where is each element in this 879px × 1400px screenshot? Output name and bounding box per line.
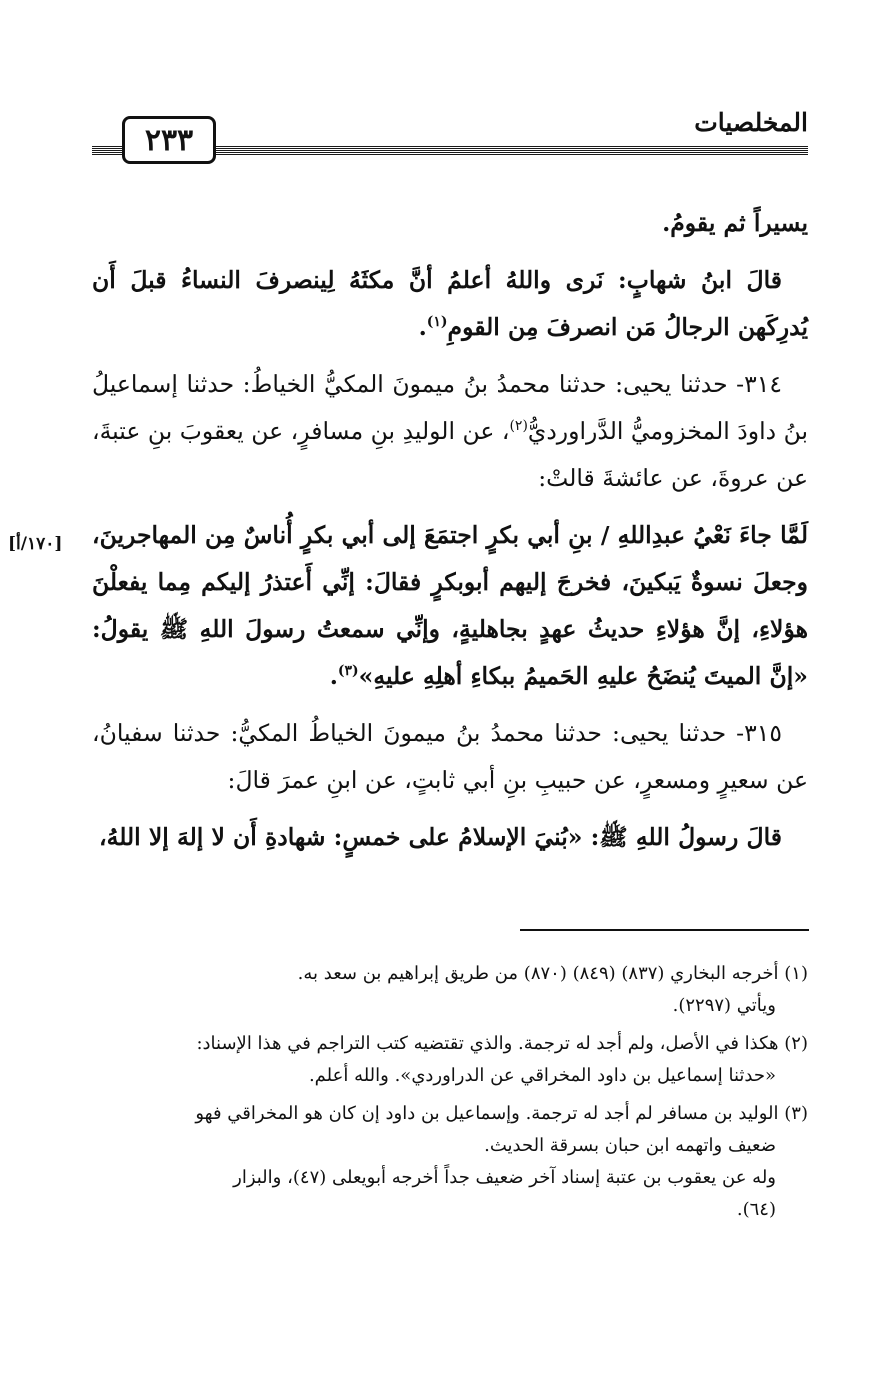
main-text bbox=[92, 200, 808, 871]
footnote-2-line bbox=[92, 1028, 808, 1060]
footnote-2 bbox=[92, 1028, 808, 1092]
ibn-shihab-end: . bbox=[418, 313, 427, 341]
footnote-1-line bbox=[92, 958, 808, 990]
footnote-ref-1[interactable]: (١) bbox=[426, 314, 448, 331]
footnote-3-cont-2: وله عن يعقوب بن عتبة إسناد آخر ضعيف جداً أخرجه أبويعلى (٤٧)، والبزار bbox=[233, 1167, 776, 1188]
footnote-3-cont-3: (٦٤). bbox=[736, 1199, 776, 1220]
hadith-314-matn bbox=[92, 512, 808, 700]
hadith-315-matn bbox=[92, 814, 808, 861]
page-number: ٢٣٣ bbox=[144, 122, 194, 158]
book-title: المخلصيات bbox=[688, 108, 808, 137]
matn-314-text: لَمَّا جاءَ نَعْيُ عبدِاللهِ / بنِ أبي بكرٍ اجتمَعَ إلى أبي بكرٍ أُناسٌ مِن المهاجرينَ، وجعلَ نسوةٌ يَبكينَ، فخرجَ إليهم أبوبكرٍ فقالَ: إنِّي أَعتذرُ إليكم مِما يفعلْنَ هؤلاءِ، إنَّ هؤلاءِ حديثُ عهدٍ بجاهليةٍ، وإنِّي سمعتُ رسولَ اللهِ ﷺ يقولُ: «إنَّ الميتَ يُنضَحُ عليهِ الحَميمُ ببكاءِ أهلِهِ عليهِ» bbox=[92, 521, 808, 690]
footnote-ref-3[interactable]: (٣) bbox=[337, 663, 359, 680]
isnad-315-text: ٣١٥- حدثنا يحيى: حدثنا محمدُ بنُ ميمونَ الخياطُ المكيُّ: حدثنا سفيانُ، عن سعيرٍ ومسعرٍ، عن حبيبِ بنِ أبي ثابتٍ، عن ابنِ عمرَ قالَ: bbox=[92, 719, 808, 794]
page-number-box bbox=[122, 116, 216, 164]
hadith-314-isnad bbox=[92, 361, 808, 502]
footnote-3-cont-1: ضعيف واتهمه ابن حبان بسرقة الحديث. bbox=[484, 1135, 776, 1156]
footnote-2-cont: «حدثنا إسماعيل بن داود المخراقي عن الدراوردي». والله أعلم. bbox=[308, 1065, 776, 1086]
running-header bbox=[92, 108, 808, 158]
footnote-3-line bbox=[92, 1098, 808, 1130]
matn-314-end: . bbox=[329, 662, 338, 690]
footnote-3-text: الوليد بن مسافر لم أجد له ترجمة. وإسماعيل بن داود إن كان هو المخراقي فهو bbox=[195, 1103, 779, 1124]
footnotes bbox=[92, 958, 808, 1232]
footnote-3-number: (٣) bbox=[784, 1103, 808, 1124]
footnote-separator bbox=[520, 929, 809, 931]
isnad-314-text-a: ٣١٤- حدثنا يحيى: حدثنا محمدُ بنُ ميمونَ المكيُّ الخياطُ: حدثنا إسماعيلُ بنُ داودَ المخزوميُّ الدَّراورديُّ bbox=[92, 370, 808, 445]
matn-315-text: قالَ رسولُ اللهِ ﷺ: «بُنيَ الإسلامُ على خمسٍ: شهادةِ أَن لا إلهَ إلا اللهُ، bbox=[99, 823, 782, 851]
footnote-ref-2[interactable]: (٢) bbox=[509, 418, 528, 435]
footnote-3 bbox=[92, 1098, 808, 1226]
footnote-2-text: هكذا في الأصل، ولم أجد له ترجمة. والذي تقتضيه كتب التراجم في هذا الإسناد: bbox=[196, 1033, 779, 1054]
footnote-1-text: أخرجه البخاري (٨٣٧) (٨٤٩) (٨٧٠) من طريق إبراهيم بن سعد به. bbox=[297, 963, 779, 984]
paragraph-1 bbox=[92, 200, 808, 247]
ibn-shihab-text: قالَ ابنُ شهابٍ: نَرى واللهُ أعلمُ أنَّ مكثَهُ لِينصرفَ النساءُ قبلَ أَن يُدرِكَهن الرجالُ مَن انصرفَ مِن القومِ bbox=[92, 266, 808, 341]
paragraph-ibn-shihab bbox=[92, 257, 808, 351]
isnad-314-text-b: ، عن الوليدِ بنِ مسافرٍ، عن يعقوبَ بنِ عتبةَ، عن عروةَ، عن عائشةَ قالتْ: bbox=[92, 417, 808, 492]
footnote-2-number: (٢) bbox=[784, 1033, 808, 1054]
footnote-1 bbox=[92, 958, 808, 1022]
footnote-1-number: (١) bbox=[784, 963, 808, 984]
hadith-315-isnad bbox=[92, 710, 808, 804]
footnote-1-cont: ويأتي (٢٢٩٧). bbox=[672, 995, 776, 1016]
paragraph-1-text: يسيراً ثم يقومُ. bbox=[662, 209, 808, 237]
manuscript-folio-note: [١٧٠/أ] bbox=[8, 534, 63, 554]
